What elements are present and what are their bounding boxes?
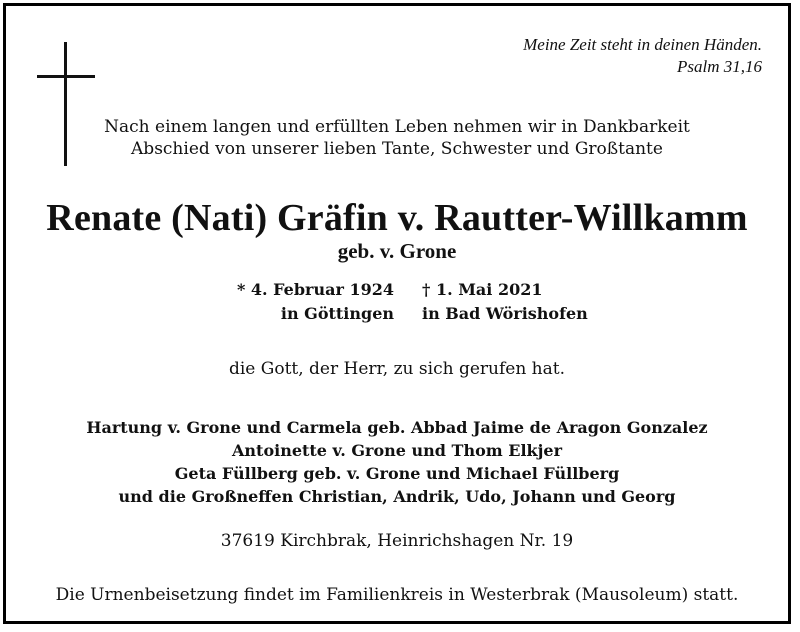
called-home-text: die Gott, der Herr, zu sich gerufen hat. [228,359,565,379]
mourner-address: 37619 Kirchbrak, Heinrichshagen Nr. 19 [220,531,574,551]
deceased-name: Renate (Nati) Gräfin v. Rautter-Willkamm [46,197,748,239]
intro-line: Abschied von unserer lieben Tante, Schwester und Großtante [131,139,663,159]
mourner-line: Hartung v. Grone und Carmela geb. Abbad Jaime de Aragon Gonzalez [86,418,708,437]
mourner-line: Antoinette v. Grone und Thom Elkjer [232,441,562,460]
mourner-line: Geta Füllberg geb. v. Grone und Michael Füllberg [174,464,620,483]
intro-line: Nach einem langen und erfüllten Leben nehmen wir in Dankbarkeit [104,117,690,137]
verse-quote: Meine Zeit steht in deinen Händen. [523,35,762,54]
cross-icon-bar [37,75,95,78]
death-date: † 1. Mai 2021 [422,280,543,299]
obituary-card [3,3,791,624]
burial-note: Die Urnenbeisetzung findet im Familienkreis in Westerbrak (Mausoleum) statt. [55,585,739,605]
intro-text [6,116,788,160]
birth-date: * 4. Februar 1924 [236,280,394,299]
death-info [422,278,602,326]
birth-place: in Göttingen [280,304,394,323]
birth-info [226,278,394,326]
mourner-line: und die Großneffen Christian, Andrik, Udo, Johann und Georg [118,487,676,506]
bible-verse [523,34,762,78]
verse-source: Psalm 31,16 [677,57,762,76]
mourners-list [6,416,788,508]
birth-name: geb. v. Grone [337,239,457,263]
death-place: in Bad Wörishofen [422,304,588,323]
